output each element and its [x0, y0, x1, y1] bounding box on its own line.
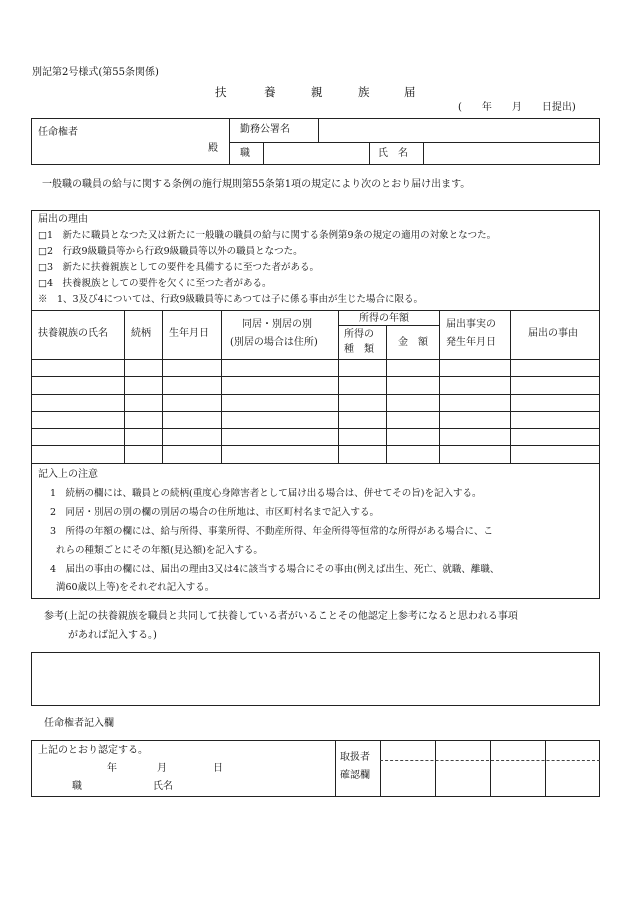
- honorific: 殿: [208, 143, 218, 154]
- note-item: れらの種類ごとにその年額(見込額)を記入する。: [56, 545, 263, 556]
- reason-item-1[interactable]: □1 新たに職員となつた又は新たに一般職の職員の給与に関する条例第9条の規定の適用の対象となつた。: [38, 230, 497, 241]
- title-char: 届: [404, 85, 416, 99]
- reason-item-2[interactable]: □2 行政9級職員等から行政9級職員等以外の職員となつた。: [38, 246, 303, 257]
- title-char: 養: [264, 85, 276, 99]
- certifier-position-label: 職: [72, 781, 82, 792]
- handler-label-1: 取扱者: [340, 752, 370, 763]
- office-label: 勤務公署名: [240, 124, 290, 135]
- col-relation-header: 続柄: [131, 328, 151, 339]
- col-birth-header: 生年月日: [169, 328, 209, 339]
- notes-heading: 記入上の注意: [38, 469, 98, 480]
- title-char: 族: [358, 85, 370, 99]
- intro-text: 一般職の職員の給与に関する条例の施行規則第55条第1項の規定により次のとおり届け出ます。: [42, 179, 471, 190]
- note-item: 3 所得の年額の欄には、給与所得、事業所得、不動産所得、年金所得等恒常的な所得がある場合に、こ: [50, 526, 494, 537]
- col-cohab-header: 同居・別居の別: [242, 319, 312, 330]
- reference-field[interactable]: [31, 652, 600, 706]
- col-income-group: 所得の年額: [359, 313, 409, 324]
- note-item: 4 届出の事由の欄には、届出の理由3又は4に該当する場合にその事由(例えば出生、死亡、就職、離職、: [50, 564, 500, 575]
- submission-date: ( 年 月 日提出): [458, 102, 576, 113]
- form-label: 別記第2号様式(第55条関係): [32, 67, 159, 78]
- year-label: 年: [107, 763, 117, 774]
- certifier-name-label: 氏名: [153, 781, 173, 792]
- col-name-header: 扶養親族の氏名: [38, 328, 108, 339]
- day-label: 日: [213, 763, 223, 774]
- col-cohab-sub: (別居の場合は住所): [230, 337, 318, 348]
- certify-text: 上記のとおり認定する。: [38, 745, 148, 756]
- reason-item-3[interactable]: □3 新たに扶養親族としての要件を具備するに至つた者がある。: [38, 262, 320, 273]
- appointer-section-heading: 任命権者記入欄: [44, 718, 114, 729]
- col-income-kind-2: 種 類: [344, 344, 374, 355]
- note-item: 2 同居・別居の別の欄の別居の場合の住所地は、市区町村名まで記入する。: [50, 507, 380, 518]
- reference-line-2: があれば記入する。): [68, 630, 157, 641]
- title-char: 親: [311, 85, 323, 99]
- reason-heading: 届出の理由: [38, 214, 88, 225]
- reference-line-1: 参考(上記の扶養親族を職員と共同して扶養している者がいることその他認定上参考になると思われる事項: [44, 611, 518, 622]
- col-fact-date-2: 発生年月日: [446, 337, 496, 348]
- reason-item-4[interactable]: □4 扶養親族としての要件を欠くに至つた者がある。: [38, 278, 272, 289]
- name-label: 氏 名: [378, 148, 408, 159]
- note-item: 1 続柄の欄には、職員との続柄(重度心身障害者として届け出る場合は、併せてその旨)を記入する。: [50, 488, 482, 499]
- handler-label-2: 確認欄: [340, 770, 370, 781]
- col-fact-date: 届出事実の: [446, 319, 496, 330]
- month-label: 月: [157, 763, 167, 774]
- appointer-label: 任命権者: [38, 127, 78, 138]
- note-item: 満60歳以上等)をそれぞれ記入する。: [56, 582, 215, 593]
- title-char: 扶: [215, 85, 227, 99]
- col-income-amount: 金 額: [398, 337, 428, 348]
- col-reason-header: 届出の事由: [528, 328, 578, 339]
- position-label: 職: [240, 148, 250, 159]
- col-income-kind: 所得の: [344, 329, 374, 340]
- reason-note: ※ 1、3及び4については、行政9級職員等にあつては子に係る事由が生じた場合に限る。: [38, 294, 423, 305]
